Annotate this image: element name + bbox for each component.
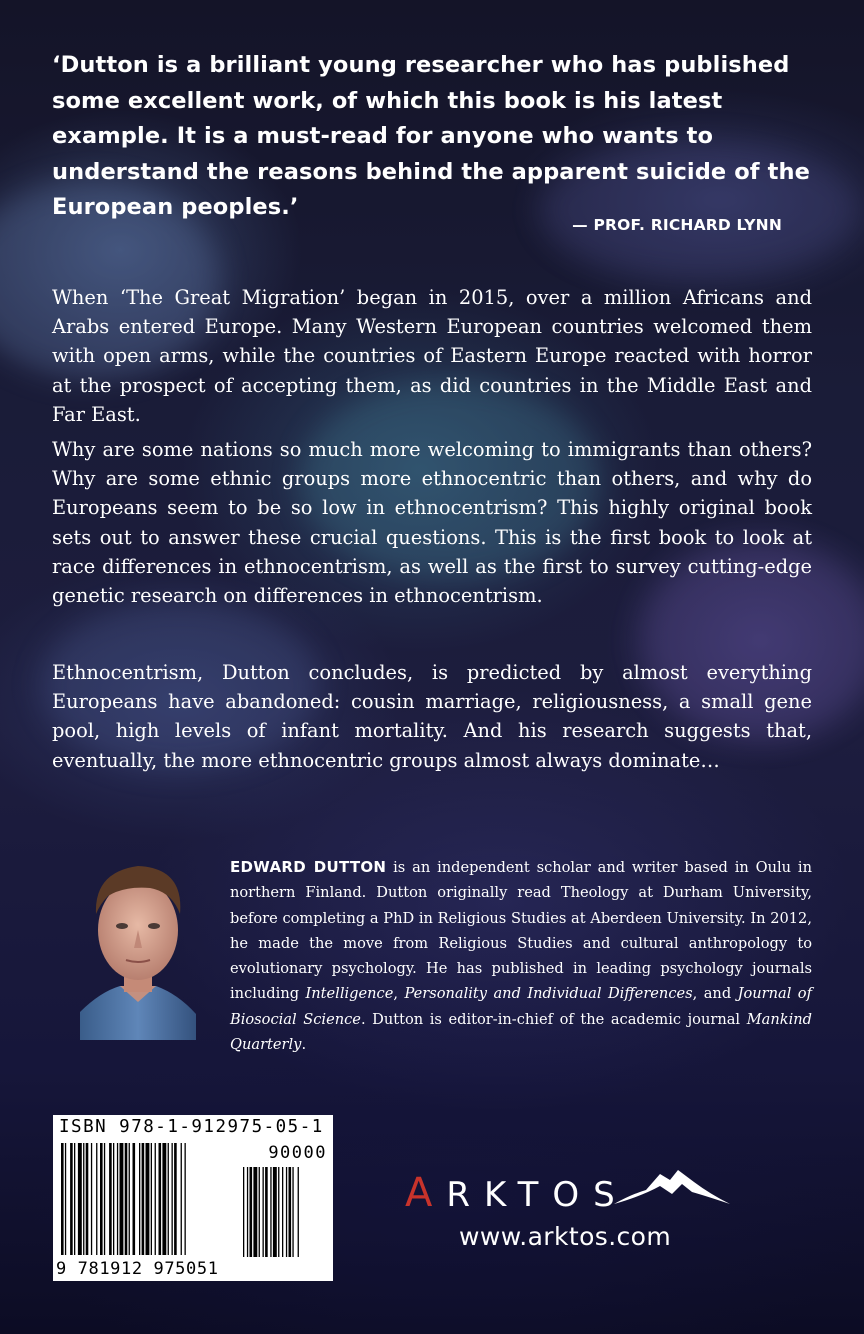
endorsement-quote: ‘Dutton is a brilliant young researcher who has published some excellent work, of which this book is his latest example. It is a must-read for anyone who wants to understand the reasons behind the apparent suicide of the European peoples.’ bbox=[52, 52, 810, 220]
barcode-bar bbox=[86, 1143, 89, 1255]
barcode-bars bbox=[53, 1115, 333, 1281]
quote-attribution: — PROF. RICHARD LYNN bbox=[572, 216, 782, 234]
journal-title: Personality and Individual Differences bbox=[404, 985, 693, 1003]
ean-number: 9 781912 975051 bbox=[56, 1259, 222, 1279]
barcode-bar bbox=[151, 1143, 152, 1255]
barcode-bar bbox=[259, 1167, 260, 1257]
barcode-bar bbox=[278, 1167, 279, 1257]
barcode-bar bbox=[155, 1143, 156, 1255]
price-addon: 90000 bbox=[268, 1143, 327, 1163]
isbn-barcode bbox=[53, 1115, 333, 1281]
barcode-bar bbox=[247, 1167, 248, 1257]
journal-title: Intelligence bbox=[305, 985, 394, 1003]
journal-title: Mankind Quarterly bbox=[230, 1010, 812, 1054]
barcode-bar bbox=[109, 1143, 112, 1255]
barcode-bar bbox=[139, 1143, 140, 1255]
barcode-bar bbox=[61, 1143, 64, 1255]
bio-text: is an independent scholar and writer based in Oulu in northern Finland. Dutton originally read Theology at Durham University, before completing a PhD in Religious Studies at Aberdeen University. In 2012, he made the move from Religious Studies and cultural anthropology to evolutionary psychology. He has published in leading psychology journals including bbox=[230, 859, 812, 1003]
barcode-bar bbox=[142, 1143, 145, 1255]
barcode-bar bbox=[129, 1143, 130, 1255]
barcode-bar bbox=[286, 1167, 287, 1257]
publisher-url: www.arktos.com bbox=[459, 1222, 672, 1251]
description-paragraph-3: Ethnocentrism, Dutton concludes, is predicted by almost everything Europeans have abandoned: cousin marriage, religiousness, a small gene pool, high levels of infant mortality. And his research suggests that, eventually, the more ethnocentric groups almost always dominate… bbox=[52, 661, 812, 772]
barcode-bar bbox=[70, 1143, 73, 1255]
isbn-label: ISBN 978-1-912975-05-1 bbox=[59, 1117, 324, 1137]
barcode-bar bbox=[185, 1143, 186, 1255]
barcode-bar bbox=[159, 1143, 162, 1255]
barcode-bar bbox=[174, 1143, 177, 1255]
barcode-bar bbox=[250, 1167, 253, 1257]
barcode-bar bbox=[289, 1167, 292, 1257]
bio-text: . Dutton is editor-in-chief of the academic journal bbox=[360, 1010, 747, 1028]
barcode-bar bbox=[113, 1143, 114, 1255]
barcode-bar bbox=[100, 1143, 103, 1255]
barcode-bar bbox=[292, 1167, 293, 1257]
publisher-logo bbox=[405, 1170, 629, 1216]
barcode-bar bbox=[263, 1167, 264, 1257]
barcode-bar bbox=[91, 1143, 92, 1255]
barcode-bar bbox=[83, 1143, 84, 1255]
barcode-bar bbox=[117, 1143, 118, 1255]
barcode-bar bbox=[120, 1143, 124, 1255]
barcode-bar bbox=[270, 1167, 271, 1257]
barcode-bar bbox=[104, 1143, 105, 1255]
author-name: EDWARD DUTTON bbox=[230, 858, 387, 876]
barcode-bar bbox=[172, 1143, 173, 1255]
barcode-bar bbox=[133, 1143, 136, 1255]
barcode-bar bbox=[96, 1143, 97, 1255]
barcode-bar bbox=[168, 1143, 169, 1255]
description-paragraph-2: Why are some nations so much more welcoming to immigrants than others? Why are some ethnic groups more ethnocentric than others, and why do Europeans seem to be so low in ethnocentrism? This highly original book sets out to answer these crucial questions. This is the first book to look at race differences in ethnocentrism, as well as the first to survey cutting-edge genetic research on differences in ethnocentrism. bbox=[52, 438, 812, 608]
barcode-bar bbox=[253, 1167, 257, 1257]
barcode-bar bbox=[298, 1167, 299, 1257]
bio-text: . bbox=[301, 1036, 307, 1054]
logo-text: RKTOS bbox=[446, 1175, 629, 1215]
bio-text: , and bbox=[692, 985, 738, 1003]
barcode-bar bbox=[65, 1143, 66, 1255]
barcode-bar bbox=[74, 1143, 75, 1255]
barcode-bar bbox=[282, 1167, 283, 1257]
barcode-bar bbox=[243, 1167, 244, 1257]
journal-title: Journal of Biosocial Science bbox=[230, 985, 812, 1028]
logo-initial: A bbox=[405, 1170, 447, 1216]
barcode-bar bbox=[125, 1143, 128, 1255]
mountain-icon bbox=[612, 1160, 732, 1210]
barcode-bar bbox=[78, 1143, 82, 1255]
author-portrait bbox=[80, 852, 196, 1040]
description-paragraph-1: When ‘The Great Migration’ began in 2015, over a million Africans and Arabs entered Europe. Many Western European countries welcomed them with open arms, while the countries of Eastern Europe reacted with horror at the prospect of accepting them, as did countries in the Middle East and Far East. bbox=[52, 286, 812, 426]
author-bio bbox=[230, 855, 812, 1057]
barcode-bar bbox=[273, 1167, 277, 1257]
barcode-bar bbox=[181, 1143, 182, 1255]
barcode-bar bbox=[265, 1167, 268, 1257]
barcode-bar bbox=[146, 1143, 150, 1255]
barcode-bar bbox=[162, 1143, 166, 1255]
bio-text: , bbox=[393, 985, 405, 1003]
